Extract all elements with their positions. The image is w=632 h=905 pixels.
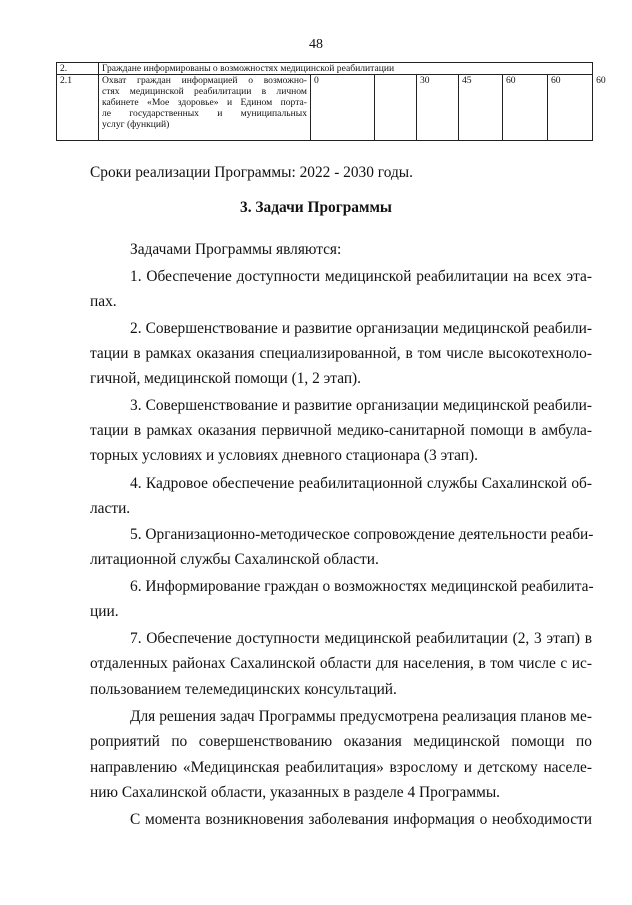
- value-cell: 60: [548, 75, 593, 141]
- body-line: ции.: [90, 603, 119, 620]
- value-cell: 0: [311, 75, 375, 141]
- body-line: 1. Обеспечение доступности медицинской реабилитации на всех эта-: [130, 268, 592, 285]
- body-line: Задачами Программы являются:: [130, 241, 342, 258]
- body-line: пах.: [90, 293, 117, 310]
- body-line: направлению «Медицинская реабилитация» взрослому и детскому населе-: [90, 759, 592, 776]
- page-number: 48: [309, 37, 323, 52]
- description-line: ле государственных и муниципальных: [102, 108, 307, 119]
- body-line: тации в рамках оказания специализированной, в том числе высокотехноло-: [90, 345, 592, 362]
- body-line: ласти.: [90, 500, 131, 517]
- body-line: роприятий по совершенствованию оказания медицинской помощи по: [90, 733, 592, 750]
- body-line: торных условиях и условиях дневного стационара (3 этап).: [90, 447, 478, 464]
- body-line: нию Сахалинской области, указанных в разделе 4 Программы.: [90, 784, 501, 801]
- indicator-description-cell: [99, 75, 311, 141]
- body-line: Для решения задач Программы предусмотрена реализация планов ме-: [130, 708, 592, 725]
- body-line: тации в рамках оказания первичной медико-санитарной помощи в амбула-: [90, 422, 592, 439]
- description-line: кабинете «Мое здоровье» и Едином порта-: [102, 97, 307, 108]
- description-line: стях медицинской реабилитации в личном: [102, 86, 307, 97]
- indicators-table: [56, 62, 606, 141]
- body-line: 3. Совершенствование и развитие организации медицинской реабили-: [130, 397, 592, 414]
- value-cell: 30: [417, 75, 459, 141]
- body-line: пользованием телемедицинских консультаций.: [90, 681, 397, 698]
- description-line: услуг (функций): [102, 119, 170, 130]
- table-row: [57, 63, 593, 75]
- description-line: Охват граждан информацией о возможно-: [102, 75, 307, 86]
- body-line: отдаленных районах Сахалинской области для населения, в том числе с ис-: [90, 655, 592, 672]
- row-number-cell: 2.1: [57, 75, 99, 141]
- value-cell: 45: [459, 75, 503, 141]
- body-line: литационной службы Сахалинской области.: [90, 551, 379, 568]
- value-cell: 60: [503, 75, 548, 141]
- body-line: 7. Обеспечение доступности медицинской реабилитации (2, 3 этап) в: [130, 630, 592, 647]
- value-cell: [375, 75, 417, 141]
- table-row: 2.1 Охват граждан информацией о возможно- стях медицинской реабилитации в личном кабинете «Мое здоровье» и Едином порта- ле государственных и муниципальных услуг (функций) 0 30 45 60 60 60: [57, 75, 593, 141]
- section-title-cell: Граждане информированы о возможностях медицинской реабилитации: [99, 63, 593, 75]
- body-line: С момента возникновения заболевания информация о необходимости: [130, 811, 592, 828]
- body-line: 5. Организационно-методическое сопровождение деятельности реаби-: [130, 526, 594, 543]
- body-line: 2. Совершенствование и развитие организации медицинской реабили-: [130, 320, 592, 337]
- body-line: 6. Информирование граждан о возможностях медицинской реабилита-: [130, 578, 594, 595]
- row-number-cell: 2.: [57, 63, 99, 75]
- section-heading: 3. Задачи Программы: [240, 199, 392, 216]
- body-line: гичной, медицинской помощи (1, 2 этап).: [90, 370, 362, 387]
- program-period-text: Сроки реализации Программы: 2022 - 2030 годы.: [90, 164, 413, 181]
- body-line: 4. Кадровое обеспечение реабилитационной службы Сахалинской об-: [130, 475, 592, 492]
